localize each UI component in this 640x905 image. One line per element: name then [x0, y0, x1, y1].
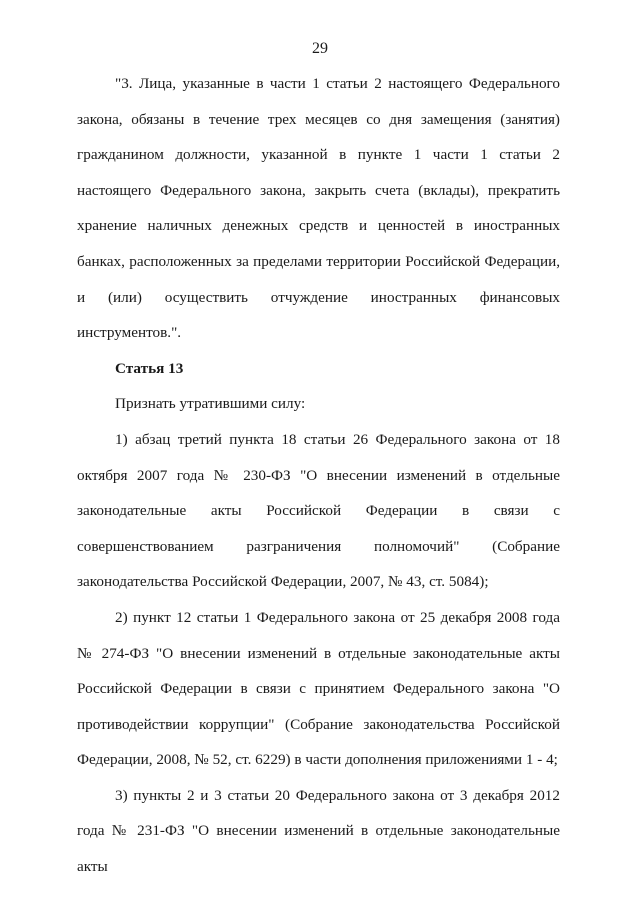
quoted-paragraph: "3. Лица, указанные в части 1 статьи 2 настоящего Федерального закона, обязаны в течение трех месяцев со дня замещения (занятия) гражданином должности, указанной в пункте 1 части 1 статьи 2 настоящего Федерального закона, закрыть счета (вклады), прекратить хранение наличных денежных средств и ценностей в иностранных банках, расположенных за пределами территории Российской Федерации, и (или) осуществить отчуждение иностранных финансовых инструментов.".	[77, 75, 560, 342]
list-item-3: 3) пункты 2 и 3 статьи 20 Федерального закона от 3 декабря 2012 года № 231-ФЗ "О внесении изменений в отдельные законодательные акты	[77, 786, 560, 876]
document-body	[77, 66, 560, 885]
list-item-2: 2) пункт 12 статьи 1 Федерального закона от 25 декабря 2008 года № 274-ФЗ "О внесении изменений в отдельные законодательные акты Российской Федерации в связи с принятием Федерального закона "О противодействии коррупции" (Собрание законодательства Российской Федерации, 2008, № 52, ст. 6229) в части дополнения приложениями 1 - 4;	[77, 608, 560, 769]
list-item-1: 1) абзац третий пункта 18 статьи 26 Федерального закона от 18 октября 2007 года № 230-ФЗ "О внесении изменений в отдельные законодательные акты Российской Федерации в связи с совершенствованием разграничения полномочий" (Собрание законодательства Российской Федерации, 2007, № 43, ст. 5084);	[77, 430, 560, 591]
page-number: 29	[312, 40, 328, 57]
article-intro: Признать утратившими силу:	[115, 395, 306, 413]
article-heading: Статья 13	[115, 359, 184, 377]
